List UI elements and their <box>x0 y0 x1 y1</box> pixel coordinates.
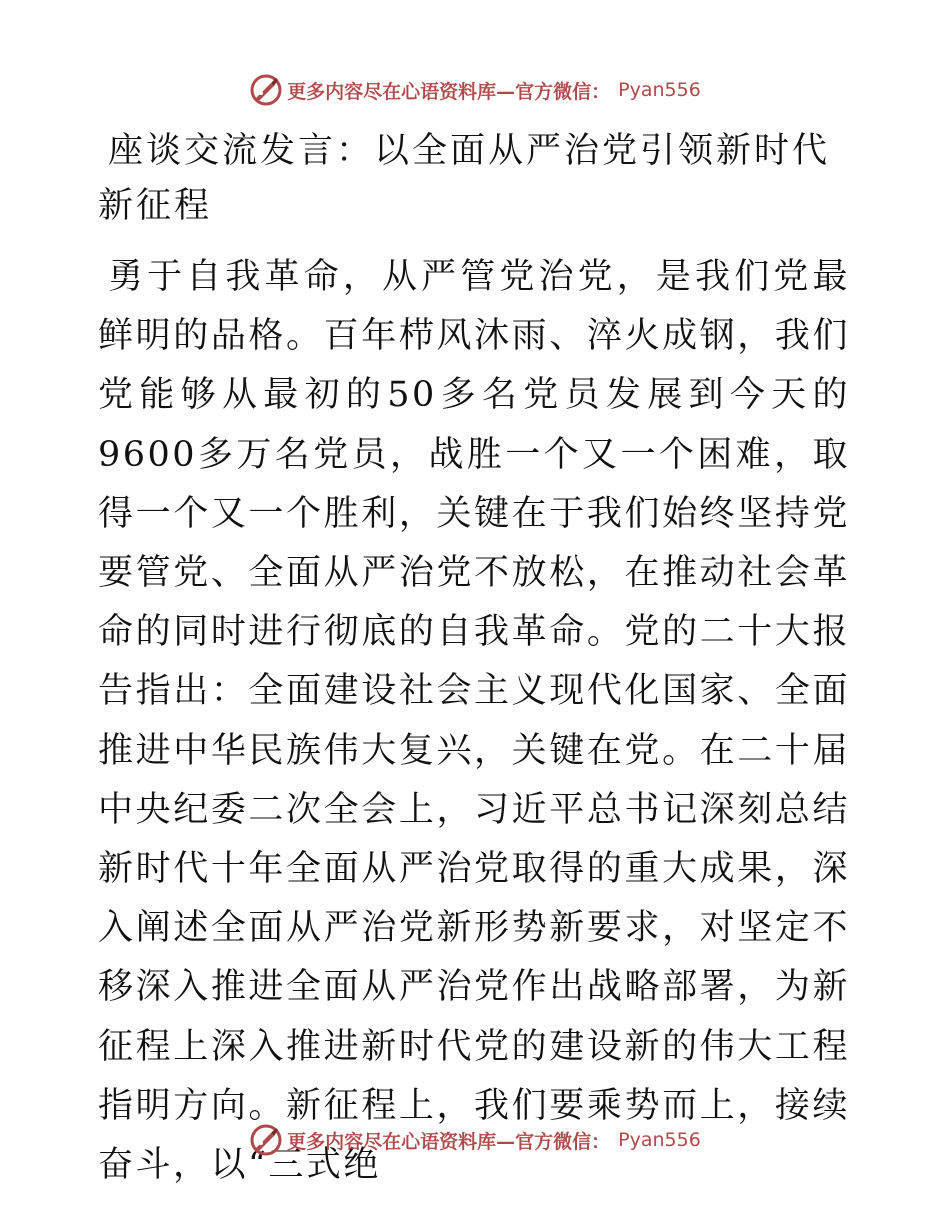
header-banner <box>0 70 950 110</box>
footer-banner <box>0 1120 950 1160</box>
wechat-id: Pyan556 <box>618 1129 701 1151</box>
banner-text: 更多内容尽在心语资料库—官方微信： <box>287 1130 611 1153</box>
body-paragraph: 勇于自我革命，从严管党治党，是我们党最鲜明的品格。百年栉风沐雨、淬火成钢，我们党能够从最初的50多名党员发展到今天的9600多万名党员，战胜一个又一个困难，取得一个又一个胜利，关键在于我们始终坚持党要管党、全面从严治党不放松，在推动社会革命的同时进行彻底的自我革命。党的二十大报告指出：全面建设社会主义现代化国家、全面推进中华民族伟大复兴，关键在党。在二十届中央纪委二次全会上，习近平总书记深刻总结新时代十年全面从严治党取得的重大成果，深入阐述全面从严治党新形势新要求，对坚定不移深入推进全面从严治党作出战略部署，为新征程上深入推进新时代党的建设新的伟大工程指明方向。新征程上，我们要乘势而上，接续奋斗，以“三式绝 <box>98 257 850 1186</box>
pen-logo-icon <box>249 73 283 107</box>
banner-text: 更多内容尽在心语资料库—官方微信： <box>287 80 611 103</box>
pen-logo-icon <box>249 1123 283 1157</box>
document-title: 座谈交流发言：以全面从严治党引领新时代新征程 <box>98 131 831 226</box>
wechat-id: Pyan556 <box>618 79 701 101</box>
